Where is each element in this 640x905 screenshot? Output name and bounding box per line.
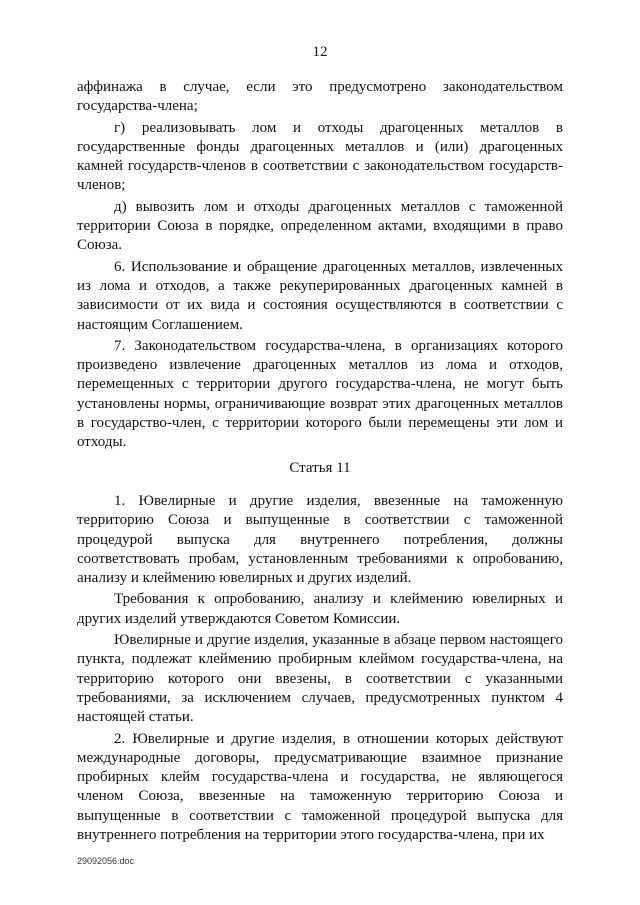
paragraph-requirements: Требования к опробованию, анализу и клеймению ювелирных и других изделий утверждаются Советом Комиссии. xyxy=(77,591,563,627)
paragraph-point-7: 7. Законодательством государства-члена, в организациях которого произведено извлечение драгоценных металлов из лома и отходов, перемещенных с территории другого государства-члена, не могут быть установлены нормы, ограничивающие возврат этих драгоценных металлов в государство-член, с территории которого были перемещены эти лом и отходы. xyxy=(77,337,563,451)
paragraph-continuation: аффинажа в случае, если это предусмотрено законодательством государства-члена; xyxy=(77,79,563,115)
paragraph-article11-point-2: 2. Ювелирные и другие изделия, в отношении которых действуют международные договоры, предусматривающие взаимное признание пробирных клейм государства-члена и государства, не являющегося членом Союза, ввезенные на таможенную территорию Союза и выпущенные в соответствии с таможенной процедурой выпуска для внутреннего потребления на территории этого государства-члена, при их xyxy=(77,730,563,843)
document-body xyxy=(77,78,563,847)
page-number: 12 xyxy=(312,44,328,60)
footer-filename: 29092056.doc xyxy=(77,856,135,866)
paragraph-article11-point-1: 1. Ювелирные и другие изделия, ввезенные на таможенную территорию Союза и выпущенные в соответствии с таможенной процедурой выпуска для внутреннего потребления, должны соответствовать пробам, установленным требованиями к опробованию, анализу и клеймению ювелирных и других изделий. xyxy=(77,492,563,587)
article-heading: Статья 11 xyxy=(289,459,351,476)
paragraph-point-6: 6. Использование и обращение драгоценных металлов, извлеченных из лома и отходов, а также рекуперированных драгоценных камней в зависимости от их вида и состояния осуществляются в соответствии с настоящим Соглашением. xyxy=(77,258,563,333)
paragraph-item-d: д) вывозить лом и отходы драгоценных металлов с таможенной территории Союза в порядке, определенном актами, входящими в право Союза. xyxy=(77,198,563,254)
paragraph-hallmarking: Ювелирные и другие изделия, указанные в абзаце первом настоящего пункта, подлежат клеймению пробирным клеймом государства-члена, на территорию которого они ввезены, в соответствии с указанными требованиями, за исключением случаев, предусмотренных пунктом 4 настоящей статьи. xyxy=(77,632,563,726)
paragraph-item-g: г) реализовывать лом и отходы драгоценных металлов в государственные фонды драгоценных металлов и (или) драгоценных камней государств-членов в соответствии с законодательством государств-членов; xyxy=(77,119,563,194)
